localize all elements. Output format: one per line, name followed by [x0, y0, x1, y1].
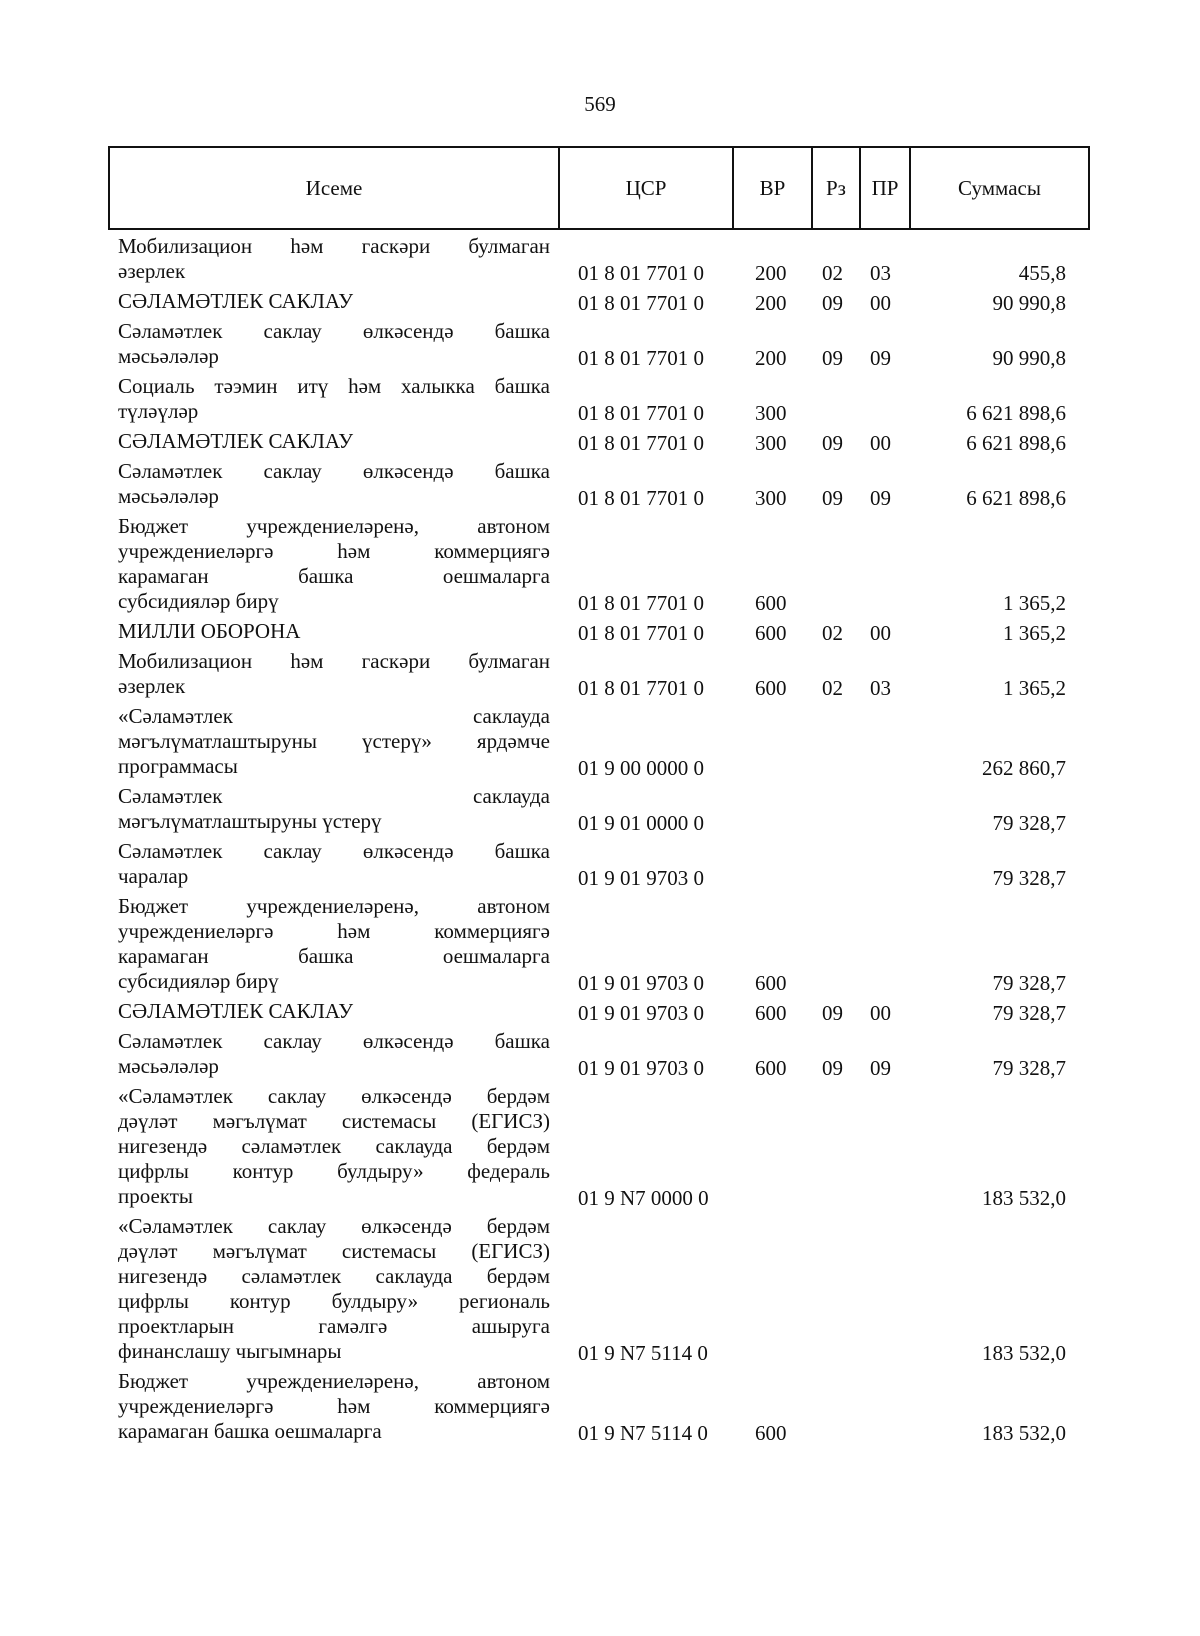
row-vr: 200	[755, 261, 787, 285]
row-name-line: Сәламәтлек саклау өлкәсендә башка	[118, 319, 550, 343]
row-vr: 600	[755, 676, 787, 700]
row-vr: 600	[755, 621, 787, 645]
row-rz: 09	[822, 431, 843, 455]
row-name-line: Социаль тәэмин итү һәм халыкка башка	[118, 374, 550, 398]
row-sum: 183 532,0	[982, 1341, 1066, 1365]
row-pr: 00	[870, 1001, 891, 1025]
row-sum: 455,8	[1018, 261, 1066, 285]
row-name-line: учреждениеләргә һәм коммерциягә	[118, 919, 550, 943]
row-name-line: проекты	[118, 1184, 194, 1208]
row-csr: 01 9 N7 0000 0	[578, 1186, 709, 1210]
row-sum: 1 365,2	[1003, 676, 1066, 700]
row-vr: 600	[755, 1421, 787, 1445]
row-name	[118, 374, 550, 424]
row-pr: 09	[870, 486, 891, 510]
row-sum: 79 328,7	[992, 866, 1066, 890]
row-name-line: «Сәламәтлек саклау өлкәсендә бердәм	[118, 1214, 550, 1238]
row-name-line: СӘЛАМӘТЛЕК САКЛАУ	[118, 429, 354, 453]
row-name-line: «Сәламәтлек саклауда	[118, 704, 550, 728]
row-sum: 79 328,7	[992, 1001, 1066, 1025]
row-name-line: дәүләт мәгълүмат системасы (ЕГИСЗ)	[118, 1109, 550, 1133]
table-row	[0, 374, 1200, 429]
row-pr: 09	[870, 1056, 891, 1080]
row-name-line: Бюджет учреждениеләренә, автоном	[118, 894, 550, 918]
row-name-line: Сәламәтлек саклау өлкәсендә башка	[118, 839, 550, 863]
row-name-line: карамаган башка оешмаларга	[118, 944, 550, 968]
row-csr: 01 9 01 9703 0	[578, 971, 704, 995]
row-name	[118, 514, 550, 614]
row-name-line: финанслашу чыгымнары	[118, 1339, 342, 1363]
row-sum: 183 532,0	[982, 1421, 1066, 1445]
row-sum: 90 990,8	[992, 346, 1066, 370]
row-csr: 01 8 01 7701 0	[578, 676, 704, 700]
table-row	[0, 1084, 1200, 1214]
row-vr: 300	[755, 401, 787, 425]
row-name-line: мәгълүматлаштыруны үстерү» ярдәмче	[118, 729, 550, 753]
table-row	[0, 999, 1200, 1029]
row-name-line: Сәламәтлек саклау өлкәсендә башка	[118, 459, 550, 483]
row-sum: 79 328,7	[992, 811, 1066, 835]
row-name-line: субсидияләр бирү	[118, 589, 279, 613]
row-name	[118, 289, 550, 314]
row-csr: 01 8 01 7701 0	[578, 591, 704, 615]
row-name	[118, 839, 550, 889]
row-csr: 01 8 01 7701 0	[578, 261, 704, 285]
page-number: 569	[584, 92, 616, 116]
row-name	[118, 319, 550, 369]
row-name	[118, 649, 550, 699]
row-name	[118, 999, 550, 1024]
row-csr: 01 9 01 9703 0	[578, 1056, 704, 1080]
row-name-line: Сәламәтлек саклау өлкәсендә башка	[118, 1029, 550, 1053]
row-name	[118, 429, 550, 454]
header-sum: Суммасы	[958, 175, 1041, 200]
row-vr: 600	[755, 971, 787, 995]
row-csr: 01 9 N7 5114 0	[578, 1421, 708, 1445]
row-sum: 6 621 898,6	[966, 401, 1066, 425]
table-row	[0, 894, 1200, 999]
row-name-line: учреждениеләргә һәм коммерциягә	[118, 1394, 550, 1418]
row-pr: 00	[870, 621, 891, 645]
row-name-line: карамаган башка оешмаларга	[118, 564, 550, 588]
row-rz: 02	[822, 676, 843, 700]
row-name	[118, 1084, 550, 1209]
row-name-line: проектларын гамәлгә ашыруга	[118, 1314, 550, 1338]
row-sum: 183 532,0	[982, 1186, 1066, 1210]
row-csr: 01 8 01 7701 0	[578, 346, 704, 370]
row-csr: 01 9 01 9703 0	[578, 866, 704, 890]
header-name: Исеме	[110, 148, 560, 228]
table-header	[108, 146, 1090, 230]
row-name	[118, 1029, 550, 1079]
table-row	[0, 839, 1200, 894]
row-csr: 01 8 01 7701 0	[578, 291, 704, 315]
row-vr: 300	[755, 431, 787, 455]
row-name-line: МИЛЛИ ОБОРОНА	[118, 619, 301, 643]
row-csr: 01 9 01 9703 0	[578, 1001, 704, 1025]
row-vr: 600	[755, 1001, 787, 1025]
row-csr: 01 9 N7 5114 0	[578, 1341, 708, 1365]
row-sum: 6 621 898,6	[966, 486, 1066, 510]
row-name-line: Бюджет учреждениеләренә, автоном	[118, 1369, 550, 1393]
row-sum: 1 365,2	[1003, 621, 1066, 645]
row-rz: 09	[822, 291, 843, 315]
row-name	[118, 619, 550, 644]
row-csr: 01 9 01 0000 0	[578, 811, 704, 835]
row-sum: 79 328,7	[992, 1056, 1066, 1080]
row-name-line: мәгълүматлаштыруны үстерү	[118, 809, 382, 833]
row-name-line: әзерлек	[118, 674, 186, 698]
row-name-line: чаралар	[118, 864, 189, 888]
row-name-line: карамаган башка оешмаларга	[118, 1419, 382, 1443]
table-row	[0, 514, 1200, 619]
row-pr: 00	[870, 291, 891, 315]
table-row	[0, 289, 1200, 319]
table-row	[0, 429, 1200, 459]
row-rz: 09	[822, 1056, 843, 1080]
row-vr: 600	[755, 1056, 787, 1080]
row-name-line: программасы	[118, 754, 238, 778]
row-name	[118, 1369, 550, 1444]
table-row	[0, 619, 1200, 649]
row-name	[118, 234, 550, 284]
row-name-line: дәүләт мәгълүмат системасы (ЕГИСЗ)	[118, 1239, 550, 1263]
row-pr: 03	[870, 676, 891, 700]
table-row	[0, 1029, 1200, 1084]
row-csr: 01 8 01 7701 0	[578, 486, 704, 510]
row-name	[118, 894, 550, 994]
table-row	[0, 459, 1200, 514]
row-name-line: учреждениеләргә һәм коммерциягә	[118, 539, 550, 563]
row-name-line: Бюджет учреждениеләренә, автоном	[118, 514, 550, 538]
row-name-line: Мобилизацион һәм гаскәри булмаган	[118, 234, 550, 258]
row-name-line: мәсьәләләр	[118, 1054, 219, 1078]
row-vr: 200	[755, 346, 787, 370]
header-rz: Рз	[813, 148, 861, 228]
row-vr: 600	[755, 591, 787, 615]
row-name-line: цифрлы контур булдыру» региональ	[118, 1289, 550, 1313]
row-pr: 00	[870, 431, 891, 455]
row-name	[118, 459, 550, 509]
row-name-line: нигезендә сәламәтлек саклауда бердәм	[118, 1134, 550, 1158]
row-rz: 02	[822, 261, 843, 285]
row-vr: 300	[755, 486, 787, 510]
row-name-line: СӘЛАМӘТЛЕК САКЛАУ	[118, 289, 354, 313]
row-name-line: Мобилизацион һәм гаскәри булмаган	[118, 649, 550, 673]
table-body	[0, 234, 1200, 1449]
row-sum: 79 328,7	[992, 971, 1066, 995]
row-vr: 200	[755, 291, 787, 315]
row-name	[118, 784, 550, 834]
table-row	[0, 1369, 1200, 1449]
table-row	[0, 704, 1200, 784]
row-csr: 01 8 01 7701 0	[578, 401, 704, 425]
row-name	[118, 704, 550, 779]
table-row	[0, 649, 1200, 704]
row-name-line: СӘЛАМӘТЛЕК САКЛАУ	[118, 999, 354, 1023]
row-sum: 1 365,2	[1003, 591, 1066, 615]
row-name	[118, 1214, 550, 1364]
row-name-line: субсидияләр бирү	[118, 969, 279, 993]
table-row	[0, 234, 1200, 289]
row-name-line: мәсьәләләр	[118, 484, 219, 508]
row-name-line: цифрлы контур булдыру» федераль	[118, 1159, 550, 1183]
header-vr: ВР	[734, 148, 813, 228]
row-sum: 262 860,7	[982, 756, 1066, 780]
header-csr: ЦСР	[560, 148, 734, 228]
row-rz: 09	[822, 486, 843, 510]
header-pr: ПР	[861, 148, 911, 228]
table-row	[0, 1214, 1200, 1369]
row-name-line: мәсьәләләр	[118, 344, 219, 368]
row-csr: 01 9 00 0000 0	[578, 756, 704, 780]
row-rz: 02	[822, 621, 843, 645]
row-rz: 09	[822, 1001, 843, 1025]
row-rz: 09	[822, 346, 843, 370]
table-row	[0, 784, 1200, 839]
row-name-line: Сәламәтлек саклауда	[118, 784, 550, 808]
row-name-line: «Сәламәтлек саклау өлкәсендә бердәм	[118, 1084, 550, 1108]
row-name-line: нигезендә сәламәтлек саклауда бердәм	[118, 1264, 550, 1288]
row-pr: 09	[870, 346, 891, 370]
row-pr: 03	[870, 261, 891, 285]
row-name-line: түләүләр	[118, 399, 199, 423]
row-sum: 90 990,8	[992, 291, 1066, 315]
row-name-line: әзерлек	[118, 259, 186, 283]
table-row	[0, 319, 1200, 374]
row-csr: 01 8 01 7701 0	[578, 621, 704, 645]
row-csr: 01 8 01 7701 0	[578, 431, 704, 455]
row-sum: 6 621 898,6	[966, 431, 1066, 455]
